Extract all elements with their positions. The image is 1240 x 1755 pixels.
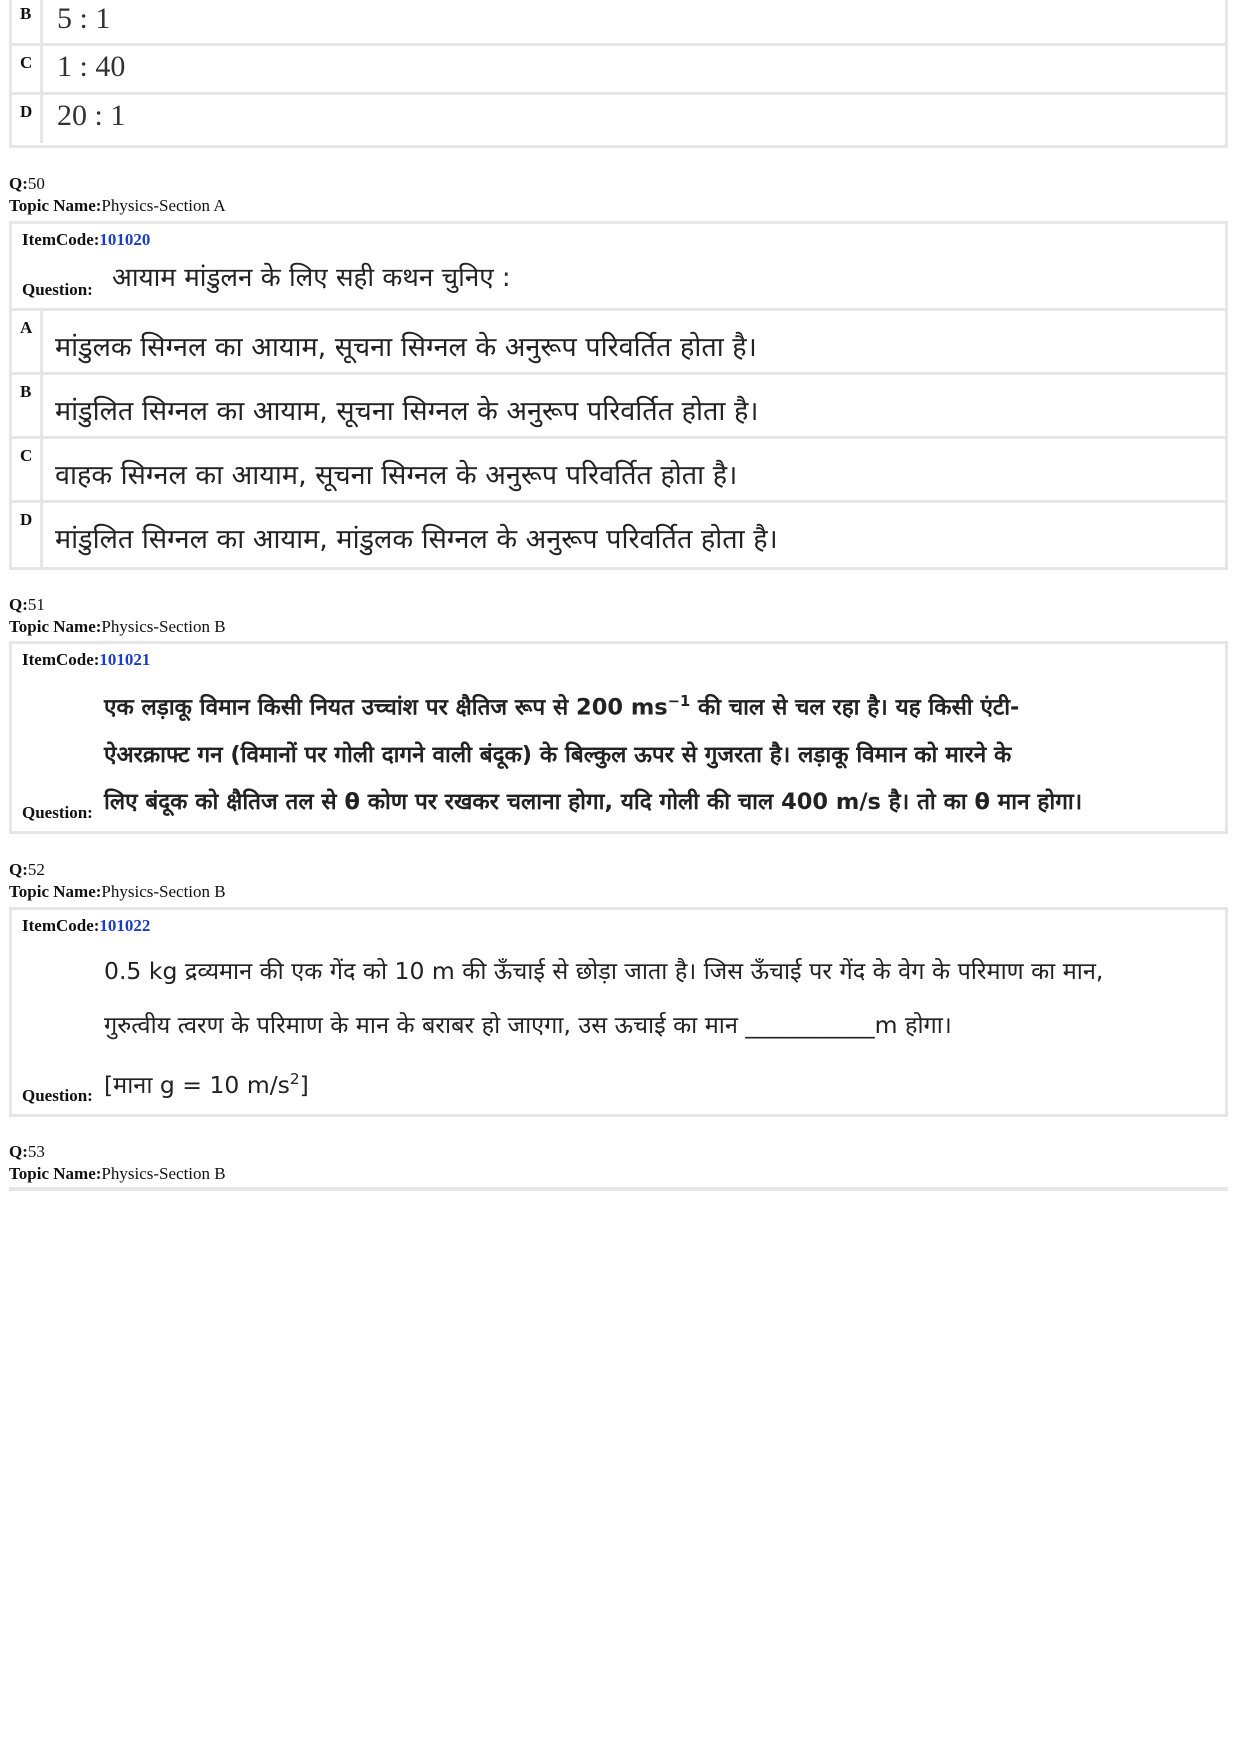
option-row	[12, 0, 1225, 46]
option-row	[12, 375, 1225, 439]
options-table-prev	[9, 0, 1228, 148]
question-header-50	[9, 173, 226, 217]
superscript: 2	[289, 1070, 300, 1088]
item-code-prefix: ItemCode:	[22, 650, 100, 669]
topic-name: Physics-Section B	[101, 617, 226, 636]
q-number: 51	[27, 595, 45, 614]
option-text: 1 : 40	[57, 50, 126, 83]
question-line-3: लिए बंदूक को क्षैतिज तल से θ कोण पर रखकर चलाना होगा, यदि गोली की चाल 400 m/s है। तो का θ मान होगा।	[104, 788, 1083, 815]
q-prefix: Q:	[9, 1142, 28, 1161]
item-code-prefix: ItemCode:	[22, 230, 100, 249]
topic-name: Physics-Section B	[101, 882, 226, 901]
q-prefix: Q:	[9, 174, 28, 193]
topic-prefix: Topic Name:	[9, 1164, 102, 1183]
superscript: −1	[667, 693, 691, 710]
question-label: Question:	[22, 1086, 93, 1105]
item-code-value: 101020	[99, 230, 151, 249]
question-table-50	[9, 221, 1228, 570]
q-prefix: Q:	[9, 860, 28, 879]
question-line-2: ऐअरक्राफ्ट गन (विमानों पर गोली दागने वाली बंदूक) के बिल्कुल ऊपर से गुजरता है। लड़ाकू विमान को मारने के	[104, 741, 1012, 768]
option-text: 20 : 1	[57, 99, 126, 132]
question-label: Question:	[22, 280, 93, 299]
option-text: मांडुलक सिग्नल का आयाम, सूचना सिग्नल के अनुरूप परिवर्तित होता है।	[55, 332, 757, 363]
question-line-1	[104, 678, 1211, 732]
option-label: C	[12, 46, 43, 92]
question-header-52	[9, 859, 226, 903]
question-line-2: गुरुत्वीय त्वरण के परिमाण के मान के बराबर हो जाएगा, उस ऊचाई का मान ___________m होगा।	[104, 1011, 952, 1039]
question-line-part: एक लड़ाकू विमान किसी नियत उच्चांश पर क्षैतिज रूप से 200 ms	[104, 694, 668, 721]
option-text: 5 : 1	[57, 2, 111, 35]
question-table-51	[9, 641, 1228, 834]
question-line-1: 0.5 kg द्रव्यमान की एक गेंद को 10 m की ऊँचाई से छोड़ा जाता है। जिस ऊँचाई पर गेंद के वेग के परिमाण का मान,	[104, 957, 1104, 985]
question-header-53	[9, 1141, 226, 1185]
item-code	[12, 910, 1225, 936]
question-header-51	[9, 594, 226, 638]
topic-prefix: Topic Name:	[9, 882, 102, 901]
question-line-part: की चाल से चल रहा है। यह किसी एंटी-	[690, 694, 1020, 721]
item-code-value: 101022	[99, 916, 151, 935]
item-code-value: 101021	[99, 650, 151, 669]
question-line-3	[104, 1052, 1211, 1112]
item-code	[12, 224, 1225, 250]
option-label: B	[12, 0, 43, 43]
q-number: 50	[27, 174, 45, 193]
question-line-part: [माना g = 10 m/s	[104, 1070, 290, 1099]
option-label: B	[12, 375, 43, 436]
question-label: Question:	[22, 803, 93, 822]
option-text: मांडुलित सिग्नल का आयाम, मांडुलक सिग्नल के अनुरूप परिवर्तित होता है।	[55, 524, 778, 555]
q-prefix: Q:	[9, 595, 28, 614]
topic-prefix: Topic Name:	[9, 617, 102, 636]
topic-name: Physics-Section A	[101, 196, 226, 215]
option-text: मांडुलित सिग्नल का आयाम, सूचना सिग्नल के अनुरूप परिवर्तित होता है।	[55, 396, 759, 427]
q-number: 52	[27, 860, 45, 879]
item-code-prefix: ItemCode:	[22, 916, 100, 935]
item-code	[12, 644, 1225, 670]
option-label: D	[12, 95, 43, 143]
option-label: D	[12, 503, 43, 567]
option-row	[12, 503, 1225, 567]
question-text	[104, 678, 1211, 826]
option-row	[12, 311, 1225, 375]
option-row	[12, 439, 1225, 503]
topic-name: Physics-Section B	[101, 1164, 226, 1183]
option-text: वाहक सिग्नल का आयाम, सूचना सिग्नल के अनुरूप परिवर्तित होता है।	[55, 460, 738, 491]
q-number: 53	[27, 1142, 45, 1161]
question-cell	[12, 910, 1225, 1114]
option-label: C	[12, 439, 43, 500]
question-line-part: ]	[299, 1070, 309, 1099]
divider	[9, 1187, 1228, 1191]
question-table-52	[9, 907, 1228, 1117]
topic-prefix: Topic Name:	[9, 196, 102, 215]
option-row	[12, 95, 1225, 143]
question-text: आयाम मांडुलन के लिए सही कथन चुनिए :	[112, 263, 511, 293]
question-text	[104, 944, 1211, 1112]
option-label: A	[12, 311, 43, 372]
question-cell	[12, 644, 1225, 831]
option-row	[12, 46, 1225, 95]
question-cell	[12, 224, 1225, 311]
